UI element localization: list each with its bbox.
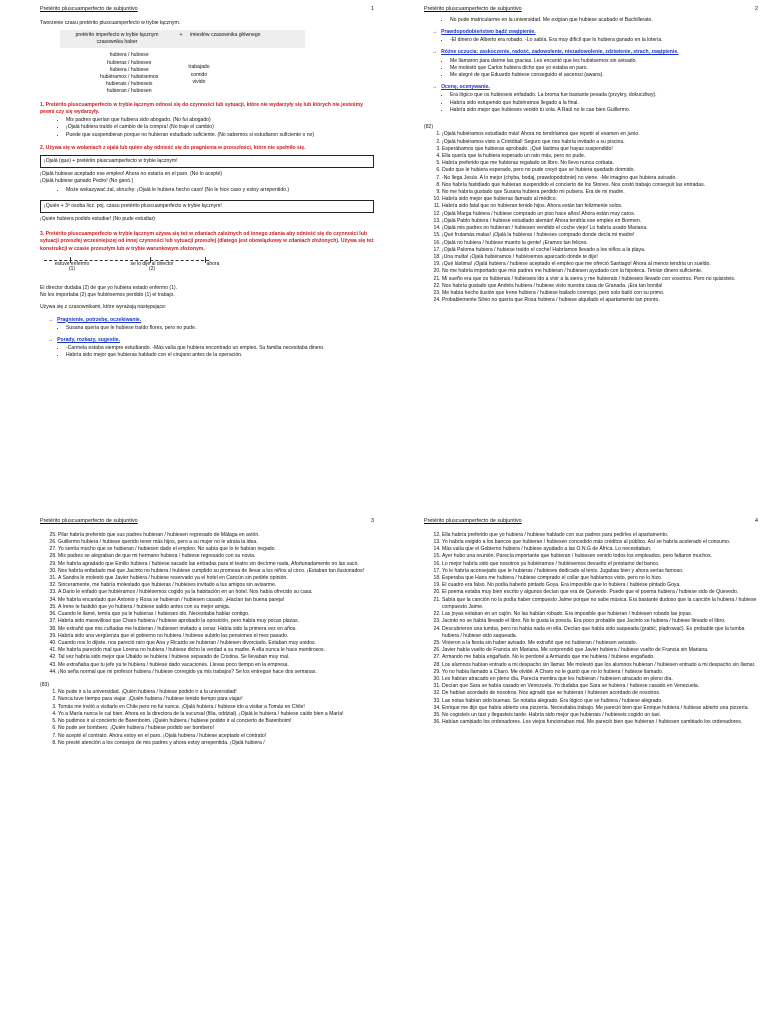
list-item: 5. Habría preferido que me hubieras regalado un libro. No llevo nunca corbata.: [442, 160, 758, 167]
list-item: 17. Yo le habría aconsejado que le hubieras / hubieses dedicado al tenis. Jugabas bien y ahora serías famoso.: [442, 568, 758, 575]
list-item: 24. Descubrieron una tumba, pero no había nada en ella. Decían que había sido saqueada (grabić, plądrować). Es probable que la tumba hubiera / hubiese sido saqueada.: [442, 626, 758, 640]
list-item: 36. Habían cambiado los ordenadores. Los viejos funcionaban mal. Me pareció bien que hubieran / hubiesen cambiado los ordenadores.: [442, 719, 758, 726]
list-item: • Mis padres querían que hubiera sido abogado. (No fui abogado): [66, 117, 374, 124]
page-header: [40, 518, 374, 526]
group-label: Różne uczucia: zaskoczenie, radość, zadowolenie, niezadowolenie, zdziwienie, strach, zwątpienie.: [441, 49, 679, 56]
group-header: [432, 29, 758, 36]
page-4: [384, 512, 768, 1024]
list-item: 9. No me habría gustado que Susana hubiera perdido mi pulsera. Era de mi madre.: [442, 189, 758, 196]
form-item: trabajado: [188, 64, 210, 71]
running-title: Pretérito pluscuamperfecto de subjuntivo: [424, 6, 522, 12]
list-item: 27. Armando me había engañado. No le perdoné a Armando que me hubiera / hubiese engañado.: [442, 654, 758, 661]
running-title: Pretérito pluscuamperfecto de subjuntivo: [40, 518, 138, 524]
list-item: 20. No me habría importado que mis padres me hubieran / hubiesen ayudado con la hipoteca. Tenían dinero suficiente.: [442, 268, 758, 275]
arrow-icon: →: [432, 49, 438, 56]
form-item: hubiera / hubiese: [109, 52, 149, 59]
group-list: [40, 325, 374, 332]
forms-left: [100, 52, 158, 95]
list-item: 14. Más valía que el Gobierno hubiera / hubiese ayudado a las O.N.G de África. Lo necesitaban.: [442, 546, 758, 553]
table-left: pretérito imperfecto w trybie łącznym czasownika haber: [75, 31, 159, 46]
list-item: 7. -No llega Jesús. A lo mejor (chyba, bodaj, prawdopodobnie) no viene. -Me imagino que hubiera avisado.: [442, 175, 758, 182]
list-item: 4. Yo a María nunca le caí bien. Ahora es la directora de la sucursal (filia, oddział). ¡Ojalá le hubiera / hubiese caído bien a María!: [58, 711, 374, 718]
list-item: 34. Me habría encantado que Antonio y Rosa se hubieran / hubiesen casado. ¡Hacían tan buena pareja!: [58, 597, 374, 604]
rule-box-ojala: ¡Ojalá (que) + pretérito pluscuamperfecto w trybie łącznym!: [40, 155, 374, 168]
group-label: Porady, rozkazy, sugestie.: [57, 337, 121, 344]
page-number: 3: [371, 518, 374, 524]
group-label: Pragnienie, potrzebę, oczekiwanie.: [57, 316, 142, 323]
section-3-title: 3. Pretérito pluscuamperfecto w trybie łącznym używa się też w zdaniach zależnych od innego zdania aby odnieść się do czynności lub sytuacji przeszłej wcześniejszej od innej czynności lub sytuacji przeszłej (dlatego jest obowiązkowy w zdaniach złożonych). Używa się też konstrukcji w czasie przeszłym lub w trybie warunkowym złożonym.: [40, 231, 374, 252]
list-item: 36. Cuando le llamé, temía que ya le hubieras / hubieses ido. Necesitaba hablar contigo.: [58, 611, 374, 618]
list-item: 30. Nos habría enfadado mal que Jacinto no hubiera / hubiese cumplido su promesa de llevar a los niños al circo. ¡Estaban tan ilusionados!: [58, 568, 374, 575]
section-2-title: 2. Używa się w wołaniach z ojalá lub quién aby odnieść się do pragnienia w przeszłości, które nie spełniło się.: [40, 144, 306, 151]
example-line: No les importaba (2) que hubiésemos perdido (1) el trabajo.: [40, 292, 175, 299]
section-2-list: [40, 187, 374, 194]
list-item: 32. De habían acordado de nosotros. Nos agradó que se hubieran / hubiesen acordado de nosotros.: [442, 690, 758, 697]
list-item: • -Carmela estaba siempre estudiando. -Más valía que hubiera encontrado un empleo. Su familia necesitaba dinero.: [66, 345, 374, 352]
list-item: • Puede que suspendieran porque no hubieran estudiado suficiente. (No sabemos si estudiaron suficiente o no): [66, 132, 374, 139]
list-item: 2. ¡Ojalá hubiéramos visto a Cristóbal! Seguro que nos habría invitado a su piscina.: [442, 139, 758, 146]
forms-block: [100, 52, 374, 95]
table-right: imiesłów czasownika głównego: [190, 31, 261, 38]
exercise-83-list: [40, 689, 374, 747]
list-item: 1. ¡Ojalá hubiéramos estudiado más! Ahora no tendríamos que repetir el examen en junio.: [442, 131, 758, 138]
list-item: 8. Nos habría fastidiado que hubieran suspendido el concierto de los Stones. Nos costó trabajo conseguir las entradas.: [442, 182, 758, 189]
page-number: 2: [755, 6, 758, 12]
exercise-label: (82): [424, 124, 434, 131]
list-item: 4. Ella quería que la hubiera esperado un rato más, pero no pude.: [442, 153, 758, 160]
form-item: hubieran / hubiesen: [106, 88, 152, 95]
list-item: 34. Enrique me dijo que había abierto una pizzería. Necesitaba trabajo. Me pareció bien que Enrique hubiera / hubiese abierto una pizzería.: [442, 705, 758, 712]
list-item: 2. Nunca tuve tiempo para viajar. ¡Quién hubiera / hubiese tenido tiempo para viajar!: [58, 696, 374, 703]
page-number: 1: [371, 6, 374, 12]
list-item: 35. A Irene le fastidió que yo hubiera / hubiese salido antes con su mejor amiga.: [58, 604, 374, 611]
list-item: 3. Tomás me invitó a visitarlo en Chile pero no fui nunca. ¡Ojalá hubiera / hubiese ido a visitar a Tomás en Chile!: [58, 704, 374, 711]
list-item: 33. Las notas habían sido buenas. Se notaba alegrado. Era lógico que se hubiera / hubiese alegrado.: [442, 698, 758, 705]
list-item: 10. Habría sido mejor que hubieras llamado al médico.: [442, 196, 758, 203]
list-item: 26. Javier había vuelto de Francia sin Mariana. Me sorprendió que Javier hubiera / hubiese vuelto de Francia sin Mariana.: [442, 647, 758, 654]
list-item: • -El dinero de Alberto era robado. -Lo sabía. Era muy difícil que lo hubiera ganado en la lotería.: [450, 37, 758, 44]
arrow-icon: →: [48, 316, 54, 323]
list-item: 31. Decían que Sara se había casado en Venezuela. Yo dudaba que Sara se hubiera / hubiese casado en Venezuela.: [442, 683, 758, 690]
list-item: 7. No acepté el contrato. Ahora estoy en el paro. ¡Ojalá hubiera / hubiese aceptado el contrato!: [58, 733, 374, 740]
list-item: 33. A Dario le enfadó que hubiéramos / hubiésemos cogido ya la habitación en un hotel. Nos había ofrecido su casa.: [58, 589, 374, 596]
page-1: [0, 0, 384, 512]
top-list: [424, 17, 758, 24]
list-item: 1. No pude ir a la universidad. ¡Quién hubiera / hubiese podido ir a la universidad!: [58, 689, 374, 696]
running-title: Pretérito pluscuamperfecto de subjuntivo: [40, 6, 138, 12]
list-item: 28. Mis padres se alegraban de que mi hermano hubiera / hubiese regresado con su novia.: [58, 553, 374, 560]
timeline-label: se lo dije al director (2): [130, 260, 174, 273]
page-header: [424, 6, 758, 14]
arrow-icon: →: [432, 84, 438, 91]
formation-table: [60, 30, 305, 48]
timeline-label: ahora: [206, 260, 220, 267]
list-item: 12. ¡Ojalá Marga hubiera / hubiese comprado un piso hace años! Ahora están muy caros.: [442, 211, 758, 218]
list-item: • Me alegré de que Eduardo hubiese conseguido el ascenso (awans).: [450, 72, 758, 79]
example-line: ¡Ojalá hubiese ganado Pedro! (No ganó.): [40, 178, 134, 185]
list-item: 13. Yo habría exigido a los bancos que hubieran / hubiesen concedido más créditos al público. Así se habría acelerado el consumo.: [442, 539, 758, 546]
section-1-title: 1. Pretérito pluscuamperfecto w trybie łącznym odnosi się do czynności lub sytuacji, które nie wydarzyły się lub których nie jesteśmy pewni czy się wydarzyły.: [40, 101, 363, 115]
group-list: [424, 58, 758, 80]
list-item: 12. Ella habría preferido que yo hubiera / hubiese hablado con sus padres para pedirles el apartamento.: [442, 532, 758, 539]
list-item: 40. Cuando nos lo dijiste, nos pareció raro que Ana y Ricardo se hubieran / hubiesen divorciado. Estaban muy unidos.: [58, 640, 374, 647]
list-item: • Habría sido estupendo que hubiéramos llegado a la final.: [450, 100, 758, 107]
arrow-icon: →: [48, 337, 54, 344]
list-item: 19. El cuadro era falso. No podía haberlo pintado Goya. Era imposible que lo hubiera / hubiese pintado Goya.: [442, 582, 758, 589]
list-item: 15. Ayer hubo una reunión. Parecía importante que hubieran / hubiesen venido todos los empleados, pero faltaron muchos.: [442, 553, 758, 560]
form-item: comido: [190, 71, 208, 78]
list-item: • Era lógico que os hubieseis enfadado. La broma fue bastante pesada (przykry, dokuczliwy).: [450, 92, 758, 99]
list-item: • Me molestó que Carlos hubiera dicho que yo estaba en paro.: [450, 65, 758, 72]
list-item: 38. Me extrañó que mis cuñadas me hubieran / hubiesen invitado a cenar. Había sido la primera vez en años.: [58, 626, 374, 633]
example-line: ¡Quién hubiera podido estudiar! (No pude estudiar): [40, 216, 155, 223]
list-item: 19. ¡Qué lástima! ¡Ojalá hubiera / hubiese aceptado el empleo que me ofreció Santiago! Ahora al menos tendría un sueldo.: [442, 261, 758, 268]
list-item: 26. Guillermo hubiera / hubiese querido tener más hijos, pero a su mujer no le atraía la idea.: [58, 539, 374, 546]
list-item: 25. Vinieron a la fiesta sin haber avisado. Me extrañó que no hubieran / hubiesen avisado.: [442, 640, 758, 647]
exercise-label: (83): [40, 682, 50, 689]
list-item: 28. Los alumnos habían entrado a mi despacho sin llamar. Me molestó que los alumnos hubieran / hubiesen entrado a mi despacho sin llamar.: [442, 662, 758, 669]
intro-text: Tworzenie czasu pretérito pluscuamperfecto w trybie łącznym.: [40, 19, 181, 26]
list-item: 18. Esperaba que Hans me hubiera / hubiese comprado el collar que habíamos visto, pero no lo hizo.: [442, 575, 758, 582]
arrow-icon: →: [432, 28, 438, 35]
example-line: El director dudaba (2) de que yo hubiera estado enfermo (1).: [40, 284, 178, 291]
list-item: 32. Sinceramente, me habría molestado que hubieras / hubieses invitado a tus amigos sin avisarme.: [58, 582, 374, 589]
list-item: 21. Sabía que la canción no la podía haber compuesto Jaime porque no sabe música. Era bastante dudoso que la canción la hubiera / hubiese compuesto Jaime.: [442, 597, 758, 611]
group-list: [424, 37, 758, 44]
list-item: • Może wskazywać żal, skruchę: ¡Ojalá le hubiera hecho caso! (No le hice caso y estoy arrepentido.): [66, 187, 374, 194]
list-item: • ¡Ojalá hubiera traído el cambio de la compra! (No traje el cambio): [66, 124, 374, 131]
list-item: 44. ¡No seña normal que mi profesor hubiera / hubiese corregido ya mis trabajos? Se los entregué hace dos semanas.: [58, 669, 374, 676]
list-item: 42. Tal vez habría sido mejor que Ubaldo se hubiera / hubiese separado de Cristina. Se llevaban muy mal.: [58, 654, 374, 661]
table-plus: +: [179, 31, 183, 38]
exercise-82-list-cont: [40, 532, 374, 676]
group-header: [432, 49, 758, 56]
group-list: [424, 92, 758, 114]
group-list: [40, 345, 374, 359]
page-number: 4: [755, 518, 758, 524]
list-item: 37. Habría sido maravilloso que Charo hubiera / hubiese aprobado la oposición, pero había muy pocas plazas.: [58, 618, 374, 625]
list-item: 16. ¡Ojalá no hubiera / hubiese muerto la gente! ¡Eramos tan felices.: [442, 240, 758, 247]
list-item: 11. Habría sido fatal que no hubieran tenido hijos. Ahora están tan felizmente solos.: [442, 203, 758, 210]
list-item: 43. Me extrañaba que tu jefe ya te hubiera / hubiese dado vacaciones. Llevas poco tiempo en la empresa.: [58, 662, 374, 669]
section-1-list: [40, 117, 374, 139]
list-item: 6. No pude ser bombero. ¡Quién hubiera / hubiese podido ser bombero!: [58, 725, 374, 732]
group-header: [48, 337, 374, 344]
exercise-list: [424, 532, 758, 727]
list-item: 22. Las joyas estaban en un cajón. No las habían robado. Era imposible que hubieran / hubiesen robado las joyas.: [442, 611, 758, 618]
list-item: 39. Habría sido una vergüenza que el gobierno no hubiera / hubiese subido las pensiones el mes pasado.: [58, 633, 374, 640]
list-item: 5. No pudimos ir al concierto de Barenboim. ¡Quién hubiera / hubiese podido ir al concierto de Barenboim!: [58, 718, 374, 725]
group-header: [48, 317, 374, 324]
group-label: Ocenę, ocenywanie.: [441, 84, 490, 91]
list-item: 23. Me había hecho ilusión que Irene hubiera / hubiese bailado conmigo, pero solo bailó con su primo.: [442, 290, 758, 297]
list-item: 22. Nos habría gustado que Andrés hubiera / hubiese visto nuestra casa de Granada. ¡Era tan bonita!: [442, 283, 758, 290]
page-3: [0, 512, 384, 1024]
form-item: hubierais / hubieseis: [105, 81, 153, 88]
form-item: hubiéramos / hubiésemos: [100, 73, 159, 80]
page-header: [40, 6, 374, 14]
timeline-label: estuve enfermo (1): [54, 260, 90, 273]
list-item: • Me llamaron para darme las gracias. Les encantó que les hubiésemos sin avisado.: [450, 58, 758, 65]
list-item: 16. Lo mejor habría sido que nosotros ya hubiéramos / hubiésemos devuelto el préstamo del banco.: [442, 561, 758, 568]
list-item: • No pude matricularme en la universidad. Me exigían que hubiese acabado el Bachillerato.: [450, 17, 758, 24]
form-item: hubiera / hubiese: [109, 66, 149, 73]
list-item: 13. ¡Ojalá Pablo hubiera / hubiese estudiado alemán! Ahora tendría ese empleo en Bremen.: [442, 218, 758, 225]
list-item: 27. Yo sentía mucho que se hubieran / hubiesen dado el empleo. No sabía que lo te habían negado.: [58, 546, 374, 553]
form-item: vivido: [192, 78, 206, 85]
list-item: 25. Pilar habría preferido que sus padres hubieran / hubiesen regresado de Málaga en avión.: [58, 532, 374, 539]
group-label: Prawdopodobieństwo bądź zwątpienie.: [441, 28, 536, 35]
list-item: 3. Esperábamos que hubieras aprobado. ¡Qué lástima que hayas suspendido!: [442, 146, 758, 153]
list-item: 24. Probablemente Silvio no quería que Rosa hubiera / hubiese alquilado el apartamento tan pronto.: [442, 297, 758, 304]
list-item: 20. El poema estaba muy bien escrito y algunos decían que era de Quevedo. Puede que el poema hubiera / hubiese sido de Quevedo.: [442, 589, 758, 596]
list-item: 35. No cogisteis un taxi y llegasteis tarde. Habría sido mejor que hubierais / hubieseis cogido un taxi.: [442, 712, 758, 719]
list-item: 31. A Sandra le molestó que Javier hubiera / hubiese reservado ya el hotel en Cancún sin pedirle opinión.: [58, 575, 374, 582]
list-item: 14. ¡Ojalá mis padres no hubieran / hubiesen vendido el coche viejo! Lo habría usado Mariana.: [442, 225, 758, 232]
list-item: 23. Jacinto no se había llevado el libro. No le gusta la poesía. Era poco probable que Jacinto se hubiera / hubiese llevado el libro.: [442, 618, 758, 625]
form-item: hubieras / hubieses: [107, 59, 152, 66]
exercise-82-list: [424, 131, 758, 304]
page-header: [424, 518, 758, 526]
timeline-diagram: [40, 257, 374, 279]
list-item: 21. Mi sueño era que os hubierais / hubieseis ido a vivir a la sierra y me hubierais / hubieseis llevado con vosotros. Pero no quisisteis.: [442, 276, 758, 283]
running-title: Pretérito pluscuamperfecto de subjuntivo: [424, 518, 522, 524]
list-item: • Habría sido mejor que hubieses venido tú sola. A Raúl no le cae bien Guillermo.: [450, 107, 758, 114]
list-item: 17. ¡Ojalá Paloma hubiera / hubiese traído el coche! Habríamos llevado a los niños a la playa.: [442, 247, 758, 254]
group-header: [432, 84, 758, 91]
list-item: 18. ¡Una multa! ¡Ojalá hubiéramos / hubiésemos aparcado donde te dije!: [442, 254, 758, 261]
list-item: • Habría sido mejor que hubieras hablado con el cirujano antes de la operación.: [66, 352, 374, 359]
list-item: 41. Me habría parecido mal que Lorena no hubiera / hubiese dicho la verdad a su madre. A ella nunca le hace mentirosos.: [58, 647, 374, 654]
list-item: 6. Dudo que le hubiera esperado, pero no pude creyó que se hubiera quedado dormido.: [442, 167, 758, 174]
list-item: 15. ¡Qué frutamás malas! ¡Ojalá la hubieras / hubieses comprado donde decía mi madre!: [442, 232, 758, 239]
verbs-intro: Używa się z czasownikami, które wyrażają następujące:: [40, 304, 167, 311]
example-line: ¡Ojalá hubiese aceptado ese empleo! Ahora no estaría en el paro. (No lo acepté): [40, 171, 223, 178]
list-item: 8. No presté atención a los consejos de mis padres y ahora estoy arrepentida. ¡Ojalá hubiera /: [58, 740, 374, 747]
list-item: 29. Me habría agradado que Emilio hubiera / hubiese sacado las entradas para el teatro sin decírme nada. Afortunadamente no las sacó.: [58, 561, 374, 568]
list-item: 30. Les habían atracado en pleno día. Parecía mentira que les hubieran / hubiesen atracado en pleno día.: [442, 676, 758, 683]
list-item: 29. Yo no había llamado a Charo. Me olvidé. A Charo no le gustó que no lo hubiera / hubiese llamado.: [442, 669, 758, 676]
rule-box-quien: ¡Quién + 3ª osoba licz. poj. czasu pretérito pluscuamperfecto w trybie łącznym!: [40, 200, 374, 213]
page-2: [384, 0, 768, 512]
forms-right: [188, 52, 209, 95]
list-item: • Susana quería que le hubiese traído flores, pero no pude.: [66, 325, 374, 332]
